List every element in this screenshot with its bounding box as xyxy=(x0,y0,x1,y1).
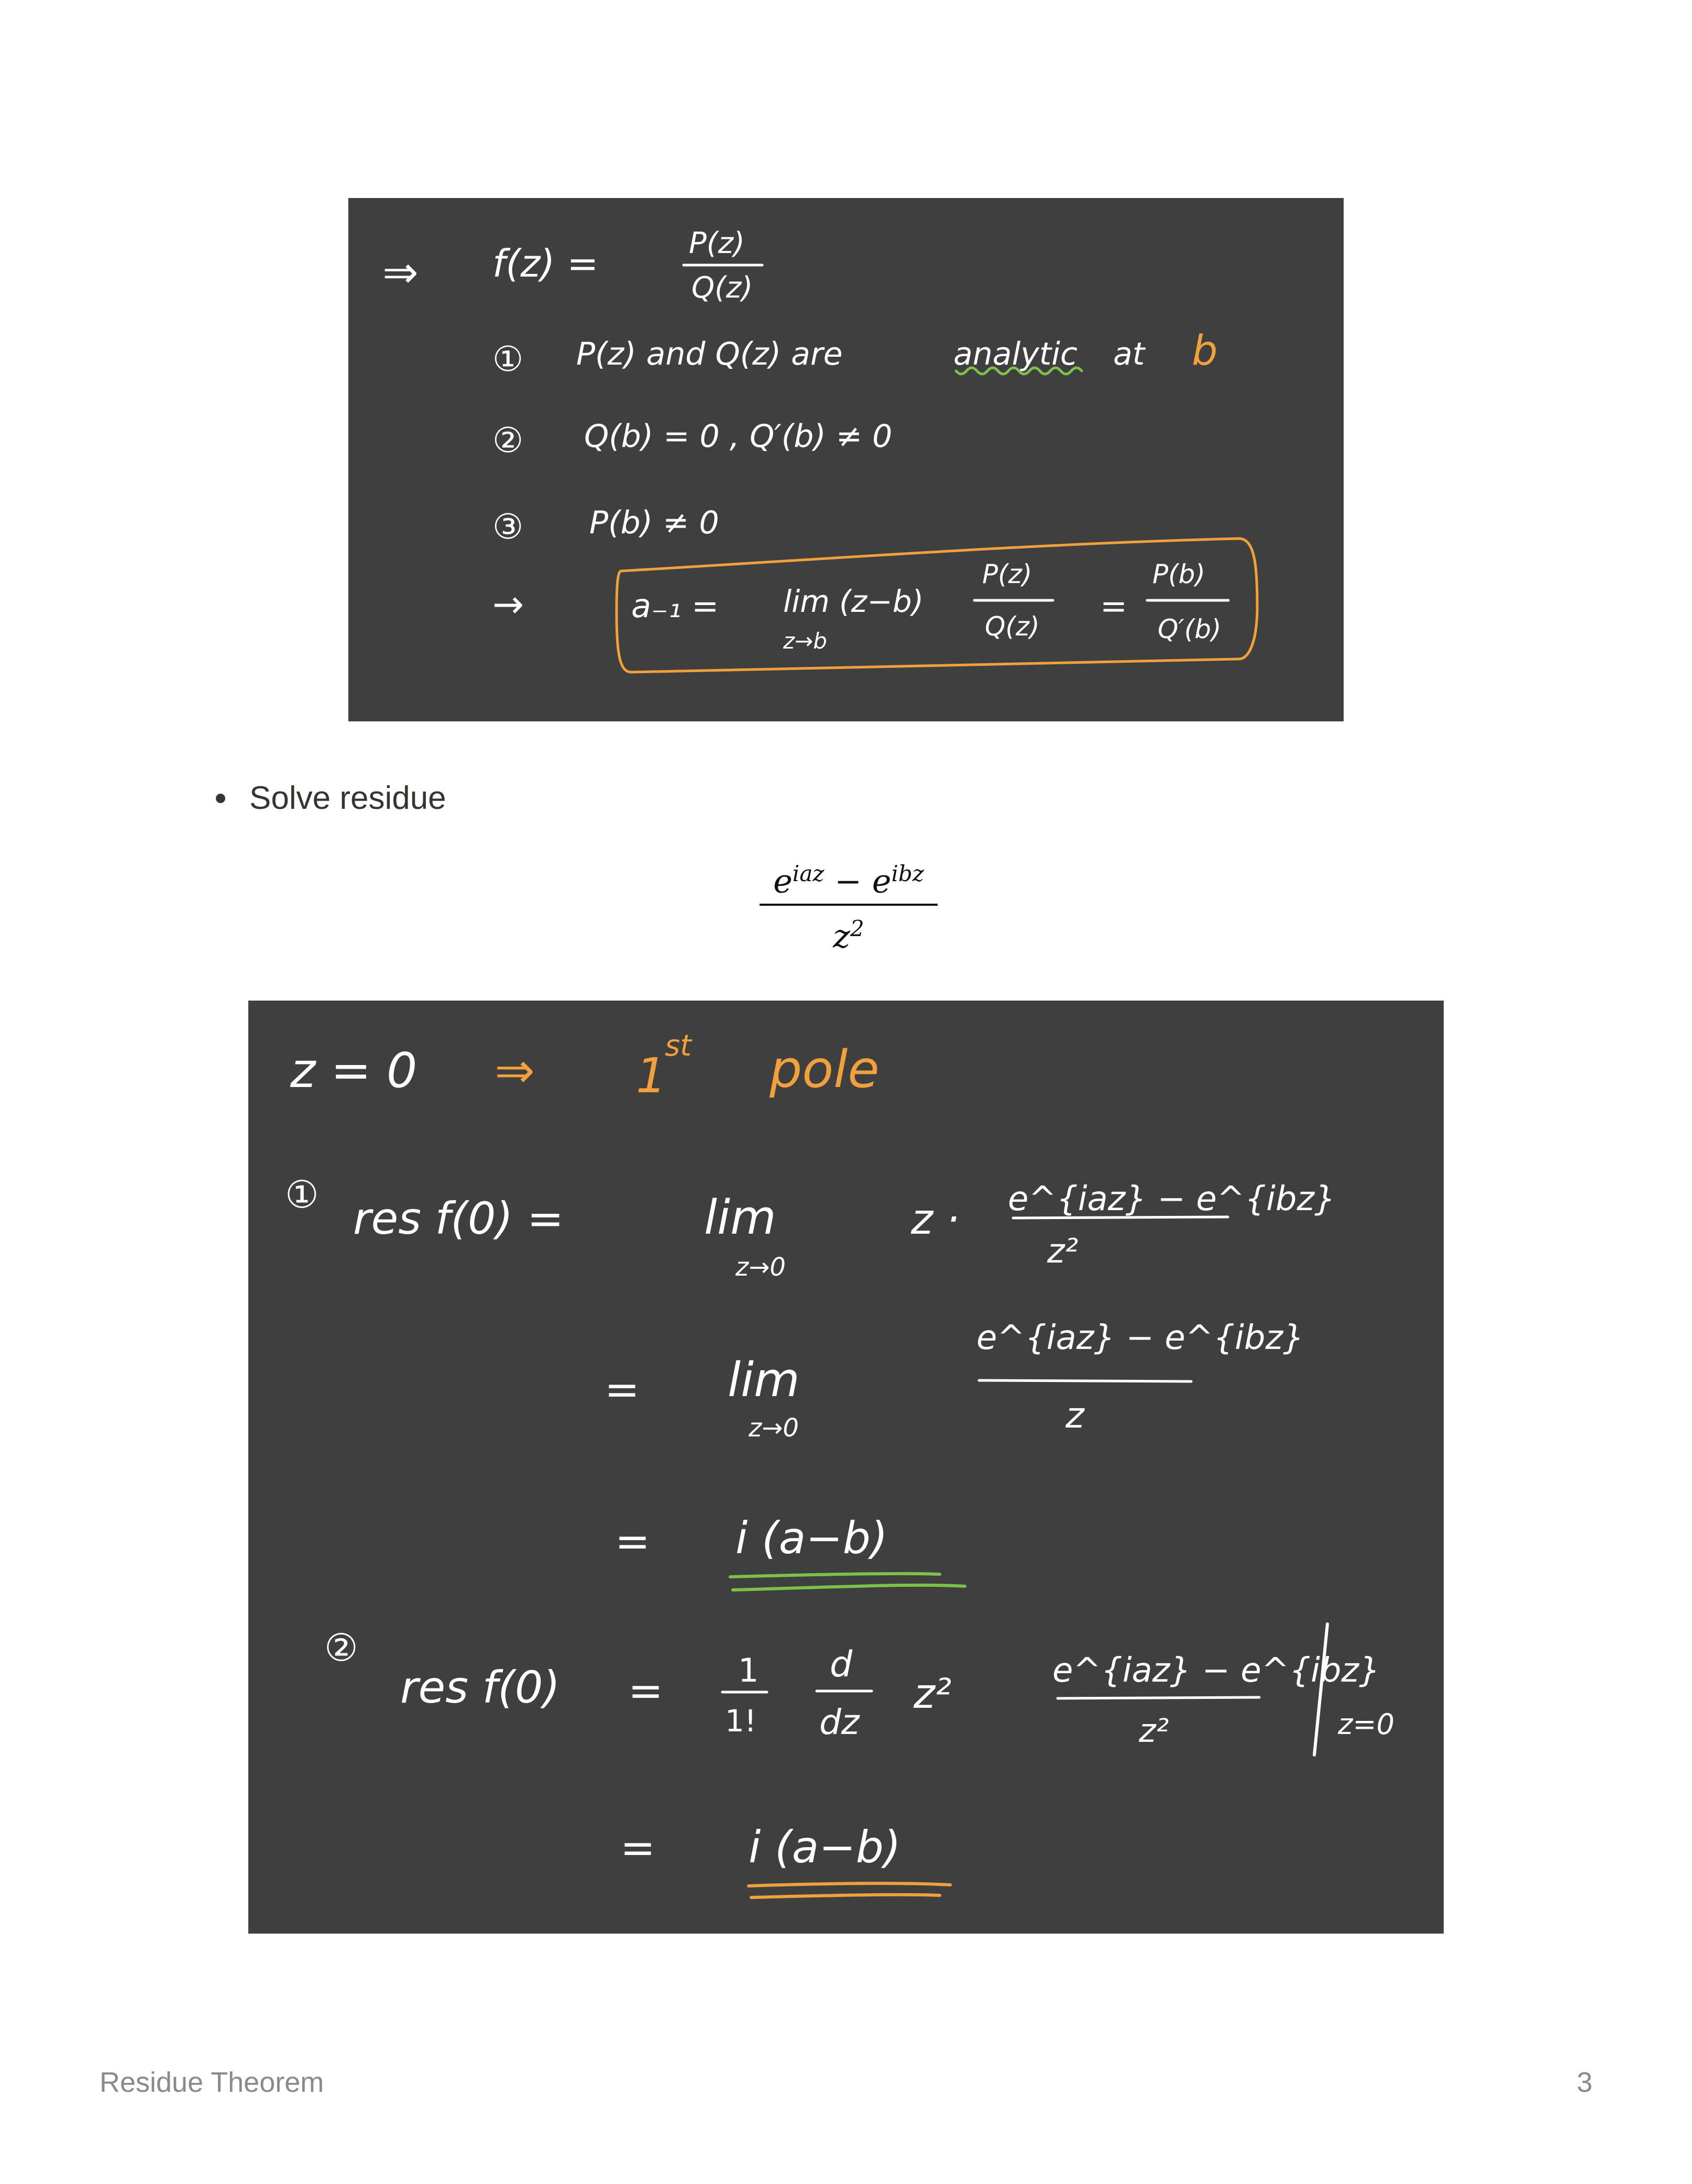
condition-1-text: P(z) and Q(z) are xyxy=(576,336,843,372)
result-frac-numerator: P(z) xyxy=(982,559,1032,589)
footer-page-number: 3 xyxy=(1576,2067,1592,2098)
method-2-equals-2: = xyxy=(620,1824,656,1872)
header-arrow: ⇒ xyxy=(495,1042,535,1099)
method-1-factor: z · xyxy=(911,1195,960,1244)
handwriting-canvas-1 xyxy=(348,198,1344,721)
condition-3-text: P(b) ≠ 0 xyxy=(589,504,719,541)
method-1-lhs: res f(0) = xyxy=(353,1193,564,1244)
fraction-denominator-Q: Q(z) xyxy=(691,271,753,305)
analytic-word: analytic xyxy=(953,336,1078,372)
equation-denominator: $z^2$ xyxy=(833,915,864,956)
result-arrow: → xyxy=(492,582,524,626)
implies-arrow: ⇒ xyxy=(382,248,419,298)
method-2-equals: = xyxy=(628,1666,664,1715)
bullet-text: Solve residue xyxy=(249,780,446,816)
handwritten-note-residue-solution xyxy=(248,1001,1444,1934)
pole-order-suffix: st xyxy=(665,1029,692,1063)
point-b: b xyxy=(1192,327,1218,375)
at-word: at xyxy=(1113,336,1145,372)
evaluation-point: z=0 xyxy=(1338,1708,1394,1741)
display-equation xyxy=(754,854,943,956)
method-2-result-underline xyxy=(749,1883,950,1897)
method-2-result: i (a−b) xyxy=(749,1821,901,1873)
condition-3-marker: ③ xyxy=(492,507,524,547)
method-1-numerator: e^{iaz} − e^{ibz} xyxy=(1008,1180,1336,1219)
result-equals: = xyxy=(1100,587,1127,625)
method-2-d-den: dz xyxy=(819,1702,860,1742)
method-2-d-num: d xyxy=(830,1644,853,1685)
bullet-dot xyxy=(216,794,225,803)
method-2-numerator: e^{iaz} − e^{ibz} xyxy=(1052,1651,1380,1690)
method-1-result: i (a−b) xyxy=(735,1512,888,1564)
method-2-denominator: z² xyxy=(1139,1711,1169,1750)
handwritten-note-simple-pole xyxy=(348,198,1344,721)
pole-order: 1 xyxy=(636,1048,667,1104)
footer-document-title: Residue Theorem xyxy=(100,2067,324,2098)
fraction-numerator-P: P(z) xyxy=(689,226,745,260)
condition-1-marker: ① xyxy=(492,339,524,379)
method-2-coef-den: 1! xyxy=(725,1703,757,1739)
method-1-lim-2: lim xyxy=(728,1353,800,1408)
equation-fraction-bar xyxy=(760,904,938,906)
method-1-frac-bar-2 xyxy=(979,1380,1191,1381)
pole-word: pole xyxy=(770,1040,880,1100)
method-1-lim-sub-2: z→0 xyxy=(749,1413,799,1443)
method-1-marker: ① xyxy=(285,1172,319,1216)
handwriting-canvas-2 xyxy=(248,1001,1444,1934)
method-1-lim-sub: z→0 xyxy=(735,1253,786,1282)
rhs-numerator: P(b) xyxy=(1152,559,1205,589)
method-1-equals-2: = xyxy=(605,1365,640,1414)
condition-2-text: Q(b) = 0 , Q′(b) ≠ 0 xyxy=(584,418,893,455)
limit-subscript: z→b xyxy=(783,628,827,654)
method-1-equals-3: = xyxy=(615,1517,651,1566)
method-2-marker: ② xyxy=(324,1626,358,1670)
method-1-numerator-2: e^{iaz} − e^{ibz} xyxy=(976,1319,1304,1357)
bullet-item xyxy=(216,780,446,817)
method-2-factor: z² xyxy=(914,1671,952,1718)
equation-numerator: $e^{iaz} - e^{ibz}$ xyxy=(773,861,924,901)
method-1-frac-bar xyxy=(1013,1217,1228,1218)
method-1-denominator-2: z xyxy=(1065,1395,1084,1436)
condition-2-marker: ② xyxy=(492,420,524,460)
method-1-lim: lim xyxy=(704,1190,776,1245)
f-of-z-label: f(z) = xyxy=(492,242,599,286)
method-1-result-underline xyxy=(730,1574,965,1590)
method-1-denominator: z² xyxy=(1047,1232,1079,1271)
residue-coefficient-label: a₋₁ = xyxy=(631,587,719,625)
rhs-denominator: Q′(b) xyxy=(1158,614,1222,644)
method-2-frac-bar xyxy=(1058,1697,1259,1698)
method-2-coef-num: 1 xyxy=(738,1651,759,1689)
limit-expression: lim (z−b) xyxy=(783,584,924,619)
result-frac-denominator: Q(z) xyxy=(985,611,1040,642)
method-2-lhs: res f(0) xyxy=(400,1662,561,1713)
pole-location: z = 0 xyxy=(290,1042,417,1099)
